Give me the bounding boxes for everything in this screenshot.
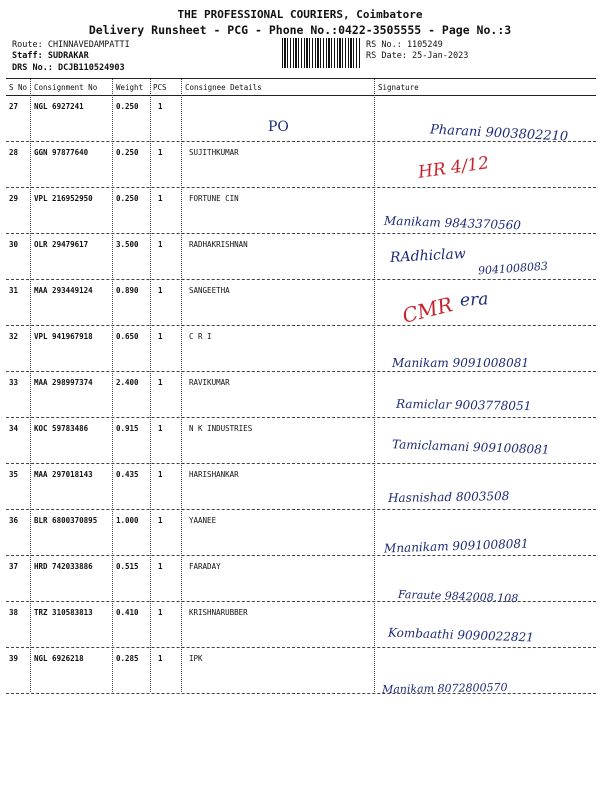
row-consignment-no: VPL 941967918 — [34, 332, 93, 341]
row-divider — [6, 187, 596, 188]
signature-32: Manikam 9091008081 — [392, 356, 529, 370]
col-header-weight: Weight — [116, 83, 144, 92]
row-consignee: IPK — [189, 654, 203, 663]
row-divider — [6, 233, 596, 234]
row-consignment-no: MAA 297018143 — [34, 470, 93, 479]
col-header-pcs: PCS — [153, 83, 167, 92]
row-consignee: N K INDUSTRIES — [189, 424, 253, 433]
row-divider — [6, 555, 596, 556]
row-weight: 0.515 — [116, 562, 139, 571]
row-divider — [6, 647, 596, 648]
rs-number: RS No.: 1105249 — [366, 40, 443, 50]
col-header-consignee: Consignee Details — [185, 83, 262, 92]
signature-35: Hasnishad 8003508 — [387, 488, 510, 506]
row-consignment-no: OLR 29479617 — [34, 240, 89, 249]
row-weight: 0.250 — [116, 148, 139, 157]
stamp-31-text: era — [459, 289, 489, 311]
row-pcs: 1 — [158, 424, 163, 433]
row-weight: 0.435 — [116, 470, 139, 479]
stamp-28: HR 4/12 — [416, 153, 491, 183]
signature-30-number: 9041008083 — [477, 259, 549, 278]
row-pcs: 1 — [158, 286, 163, 295]
runsheet-subtitle: Delivery Runsheet - PCG - Phone No.:0422-3505555 - Page No.:3 — [88, 23, 512, 37]
row-sno: 36 — [9, 516, 19, 525]
row-consignee: KRISHNARUBBER — [189, 608, 248, 617]
drs-number: DRS No.: DCJB110524903 — [12, 63, 125, 73]
row-pcs: 1 — [158, 516, 163, 525]
signature-37: Faraute 9842008.108 — [397, 587, 519, 606]
row-sno: 34 — [9, 424, 19, 433]
route-label: Route: CHINNAVEDAMPATTI — [12, 40, 130, 50]
row-consignment-no: NGL 6927241 — [34, 102, 84, 111]
row-consignment-no: NGL 6926218 — [34, 654, 84, 663]
row-weight: 0.250 — [116, 194, 139, 203]
row-weight: 0.650 — [116, 332, 139, 341]
row-divider — [6, 371, 596, 372]
row-sno: 31 — [9, 286, 19, 295]
row-consignee: RADHAKRISHNAN — [189, 240, 248, 249]
row-divider — [6, 325, 596, 326]
row-consignment-no: BLR 6800370895 — [34, 516, 98, 525]
row-weight: 0.410 — [116, 608, 139, 617]
row-pcs: 1 — [158, 102, 163, 111]
row-consignee: HARISHANKAR — [189, 470, 239, 479]
signature-39: Manikam 8072800570 — [381, 680, 508, 697]
row-weight: 1.000 — [116, 516, 139, 525]
row-sno: 35 — [9, 470, 19, 479]
signature-34: Tamiclamani 9091008081 — [391, 437, 550, 457]
barcode — [282, 38, 360, 68]
row-pcs: 1 — [158, 470, 163, 479]
row-pcs: 1 — [158, 562, 163, 571]
signature-38: Kombaathi 9090022821 — [387, 625, 534, 645]
row-sno: 30 — [9, 240, 19, 249]
row-pcs: 1 — [158, 240, 163, 249]
table-header-border — [6, 95, 596, 96]
row-consignment-no: KOC 59783486 — [34, 424, 89, 433]
row-weight: 0.915 — [116, 424, 139, 433]
row-consignee: RAVIKUMAR — [189, 378, 230, 387]
row-weight: 0.890 — [116, 286, 139, 295]
row-pcs: 1 — [158, 654, 163, 663]
row-consignee: SUJITHKUMAR — [189, 148, 239, 157]
po-handwritten-mark: PO — [268, 119, 289, 135]
row-pcs: 1 — [158, 332, 163, 341]
row-pcs: 1 — [158, 608, 163, 617]
row-sno: 28 — [9, 148, 19, 157]
row-sno: 29 — [9, 194, 19, 203]
rs-date: RS Date: 25-Jan-2023 — [366, 51, 469, 61]
table-top-border — [6, 78, 596, 79]
row-sno: 33 — [9, 378, 19, 387]
row-weight: 2.400 — [116, 378, 139, 387]
signature-30-name: RAdhiclaw — [389, 246, 467, 266]
row-consignment-no: HRD 742033886 — [34, 562, 93, 571]
row-sno: 38 — [9, 608, 19, 617]
signature-29: Manikam 9843370560 — [383, 213, 522, 233]
company-title: THE PROFESSIONAL COURIERS, Coimbatore — [177, 8, 423, 21]
row-divider — [6, 417, 596, 418]
row-consignee: YAANEE — [189, 516, 217, 525]
signature-33: Ramiclar 9003778051 — [395, 396, 532, 414]
row-consignee: SANGEETHA — [189, 286, 230, 295]
row-divider — [6, 463, 596, 464]
row-sno: 27 — [9, 102, 19, 111]
row-sno: 32 — [9, 332, 19, 341]
col-header-sno: S No — [9, 83, 28, 92]
signature-27: Pharani 9003802210 — [429, 122, 569, 145]
row-pcs: 1 — [158, 378, 163, 387]
col-header-signature: Signature — [378, 83, 419, 92]
row-divider — [6, 279, 596, 280]
row-consignment-no: TRZ 310583813 — [34, 608, 93, 617]
col-header-consignment: Consignment No — [34, 83, 98, 92]
row-weight: 0.250 — [116, 102, 139, 111]
row-consignment-no: GGN 97877640 — [34, 148, 89, 157]
row-consignee: FARADAY — [189, 562, 221, 571]
row-pcs: 1 — [158, 148, 163, 157]
row-consignment-no: MAA 298997374 — [34, 378, 93, 387]
row-divider — [6, 509, 596, 510]
row-weight: 0.285 — [116, 654, 139, 663]
row-consignee: FORTUNE CIN — [189, 194, 239, 203]
signature-36: Mnanikam 9091008081 — [383, 536, 529, 556]
row-consignment-no: VPL 216952950 — [34, 194, 93, 203]
row-sno: 39 — [9, 654, 19, 663]
staff-label: Staff: SUDRAKAR — [12, 51, 89, 61]
stamp-31: CMR — [399, 292, 455, 328]
row-pcs: 1 — [158, 194, 163, 203]
row-consignment-no: MAA 293449124 — [34, 286, 93, 295]
row-consignee: C R I — [189, 332, 212, 341]
row-sno: 37 — [9, 562, 19, 571]
row-weight: 3.500 — [116, 240, 139, 249]
